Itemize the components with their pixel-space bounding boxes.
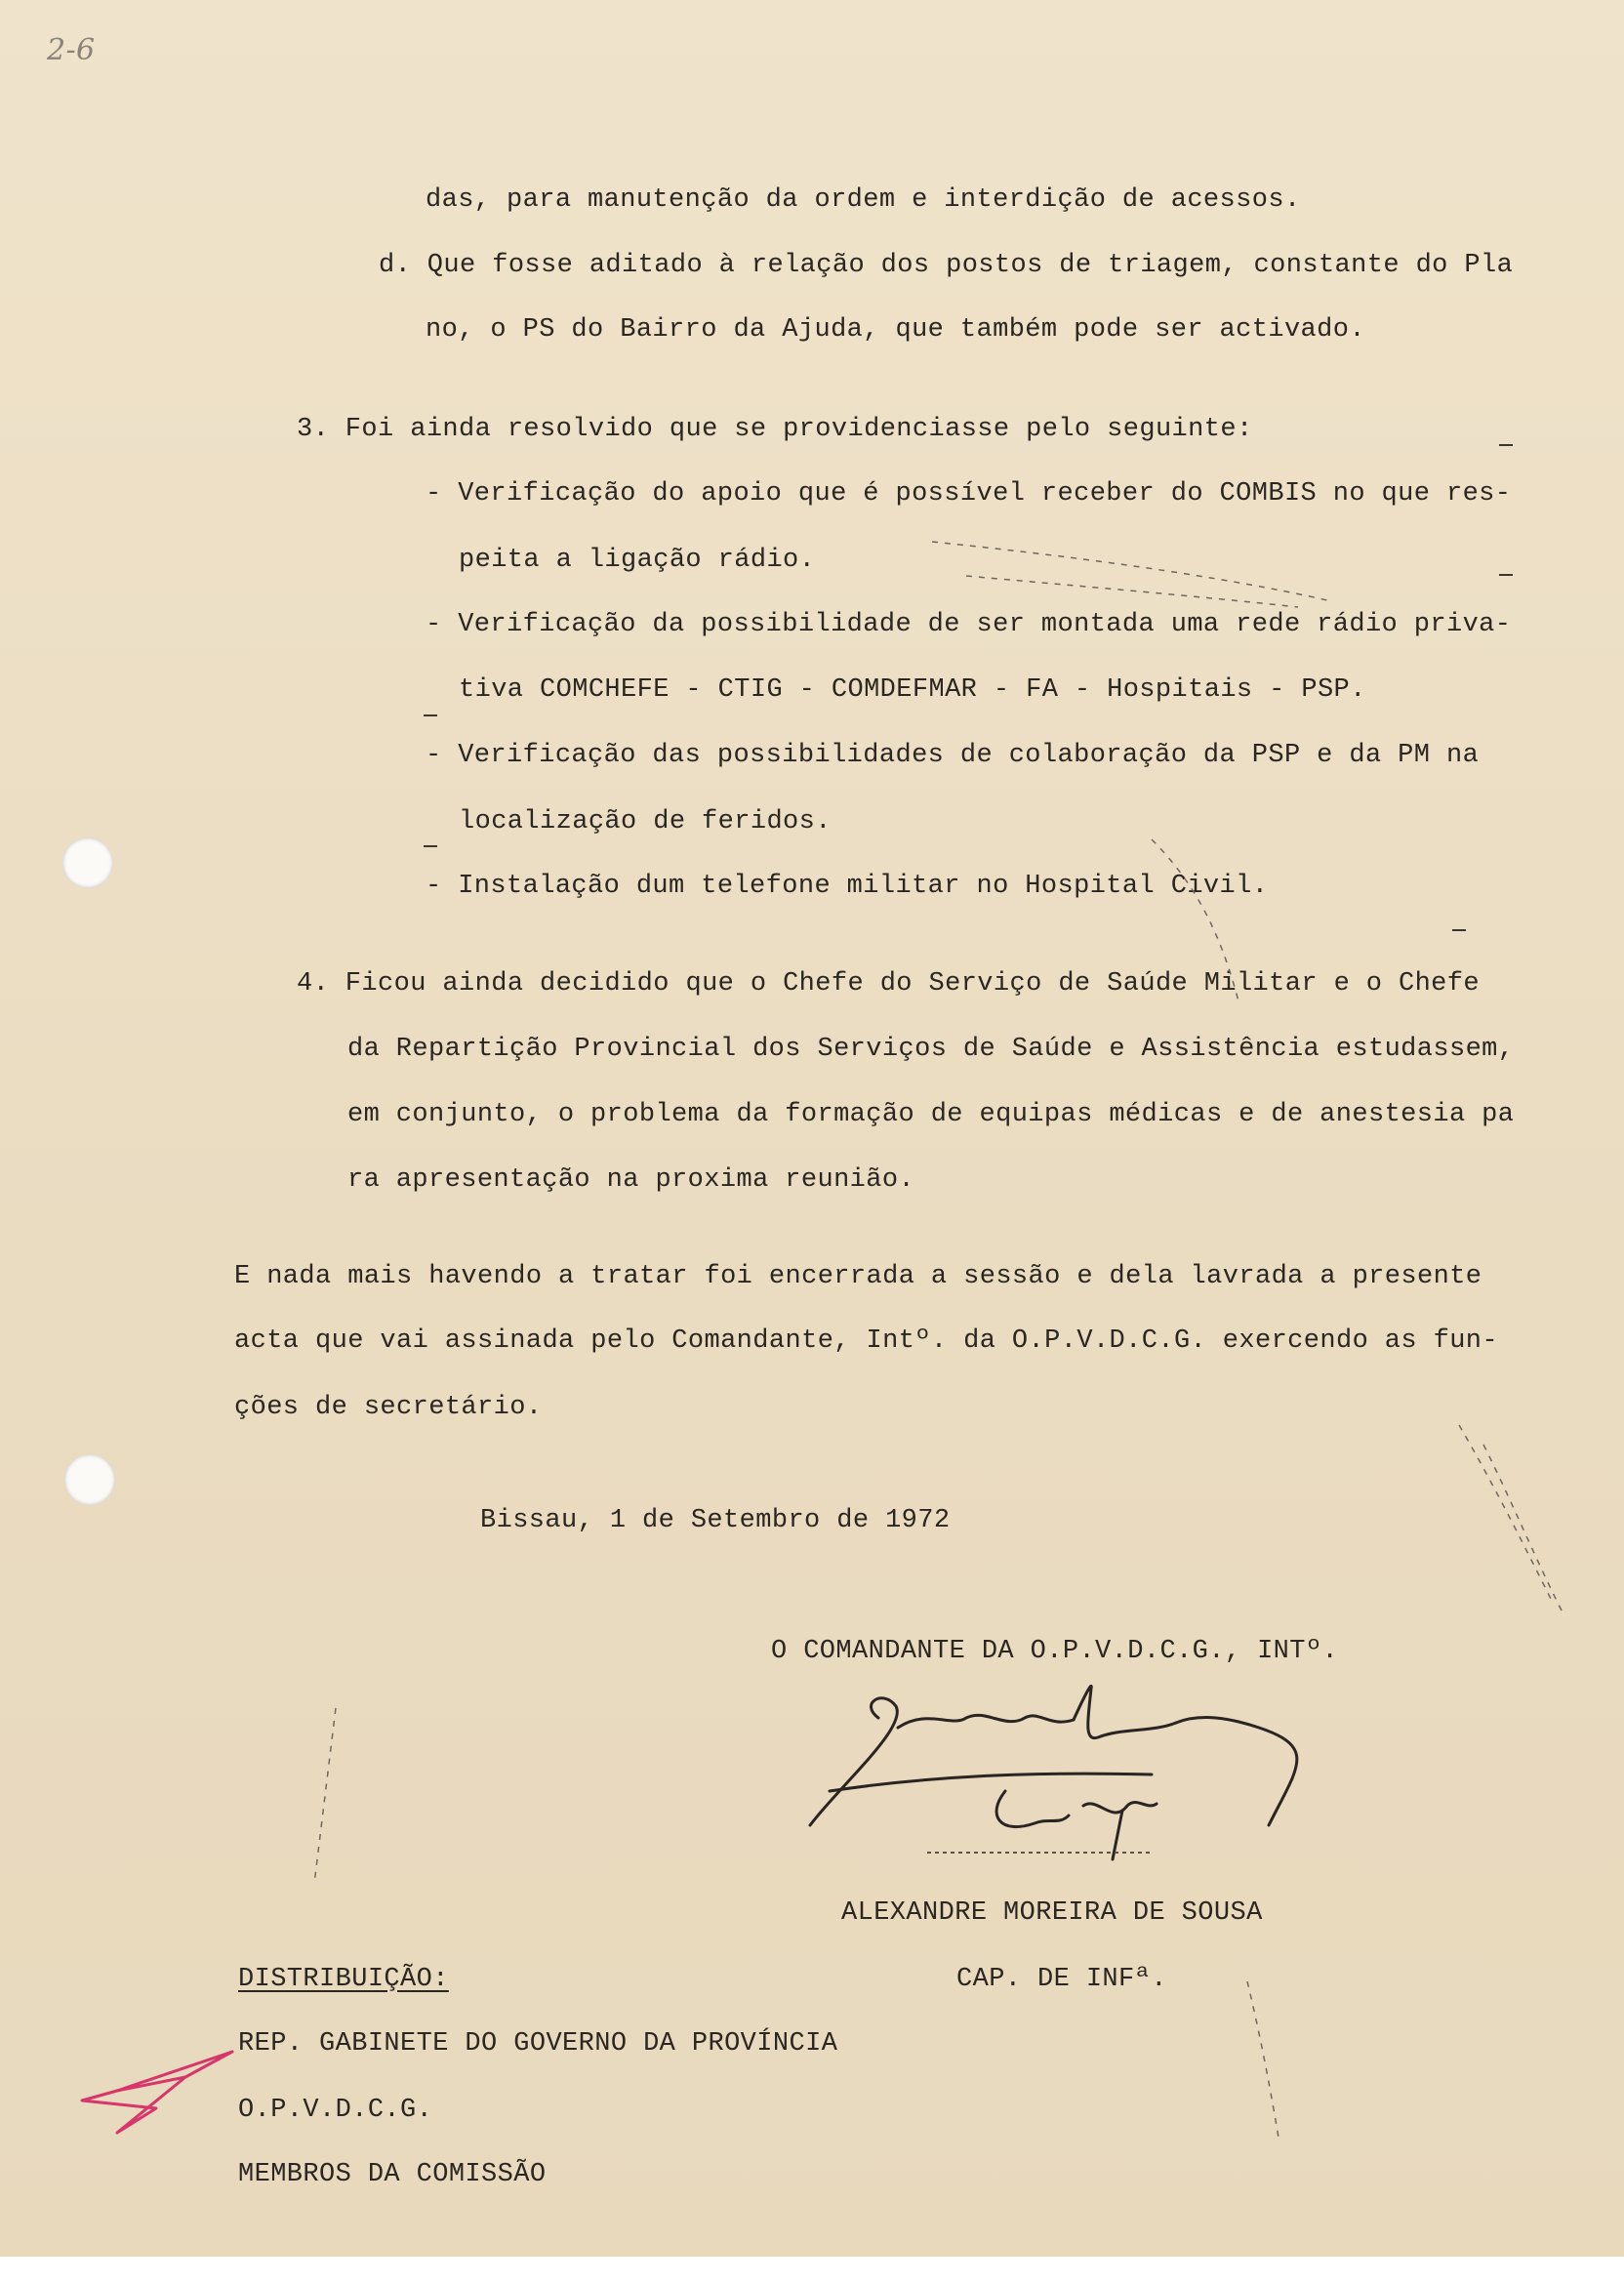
body-line-13: da Repartição Provincial dos Serviços de Saúde e Assistência estudassem, [347,1035,1515,1064]
body-line-6: peita a ligação rádio. [459,546,816,575]
body-line-4: 3. Foi ainda resolvido que se providenciasse pelo seguinte: [297,415,1253,444]
signatory-rank: CAP. DE INFª. [956,1965,1167,1994]
signature-title: O COMANDANTE DA O.P.V.D.C.G., INTº. [771,1637,1339,1666]
body-line-8: tiva COMCHEFE - CTIG - COMDEFMAR - FA - Hospitais - PSP. [459,675,1366,705]
body-line-14: em conjunto, o problema da formação de equipas médicas e de anestesia pa [347,1100,1515,1129]
distribution-item-2: O.P.V.D.C.G. [238,2096,433,2125]
body-line-5: - Verificação do apoio que é possível receber do COMBIS no que res- [426,479,1512,509]
distribution-heading: DISTRIBUIÇÃO: [238,1965,449,1994]
body-line-9: - Verificação das possibilidades de colaboração da PSP e da PM na [426,741,1480,770]
body-line-1: das, para manutenção da ordem e interdição de acessos. [426,185,1301,215]
date-line: Bissau, 1 de Setembro de 1972 [480,1506,951,1535]
body-line-11: - Instalação dum telefone militar no Hospital Civil. [426,872,1269,901]
scan-margin [0,2257,1624,2284]
body-line-12: 4. Ficou ainda decidido que o Chefe do Serviço de Saúde Militar e o Chefe [297,969,1480,999]
distribution-item-1: REP. GABINETE DO GOVERNO DA PROVÍNCIA [238,2029,838,2059]
body-line-7: - Verificação da possibilidade de ser montada uma rede rádio priva- [426,610,1512,639]
body-line-10: localização de feridos. [459,807,832,836]
body-line-15: ra apresentação na proxima reunião. [347,1165,915,1195]
body-line-17: acta que vai assinada pelo Comandante, Intº. da O.P.V.D.C.G. exercendo as fun- [234,1326,1499,1356]
body-line-16: E nada mais havendo a tratar foi encerrada a sessão e dela lavrada a presente [234,1262,1482,1291]
corner-mark: 2-6 [47,33,96,67]
body-line-3: no, o PS do Bairro da Ajuda, que também pode ser activado. [426,315,1365,345]
distribution-item-3: MEMBROS DA COMISSÃO [238,2160,547,2189]
body-line-2: d. Que fosse aditado à relação dos postos de triagem, constante do Pla [379,251,1514,280]
red-arrow-icon [82,2052,232,2133]
signatory-name: ALEXANDRE MOREIRA DE SOUSA [841,1898,1263,1928]
body-line-18: ções de secretário. [234,1393,543,1422]
